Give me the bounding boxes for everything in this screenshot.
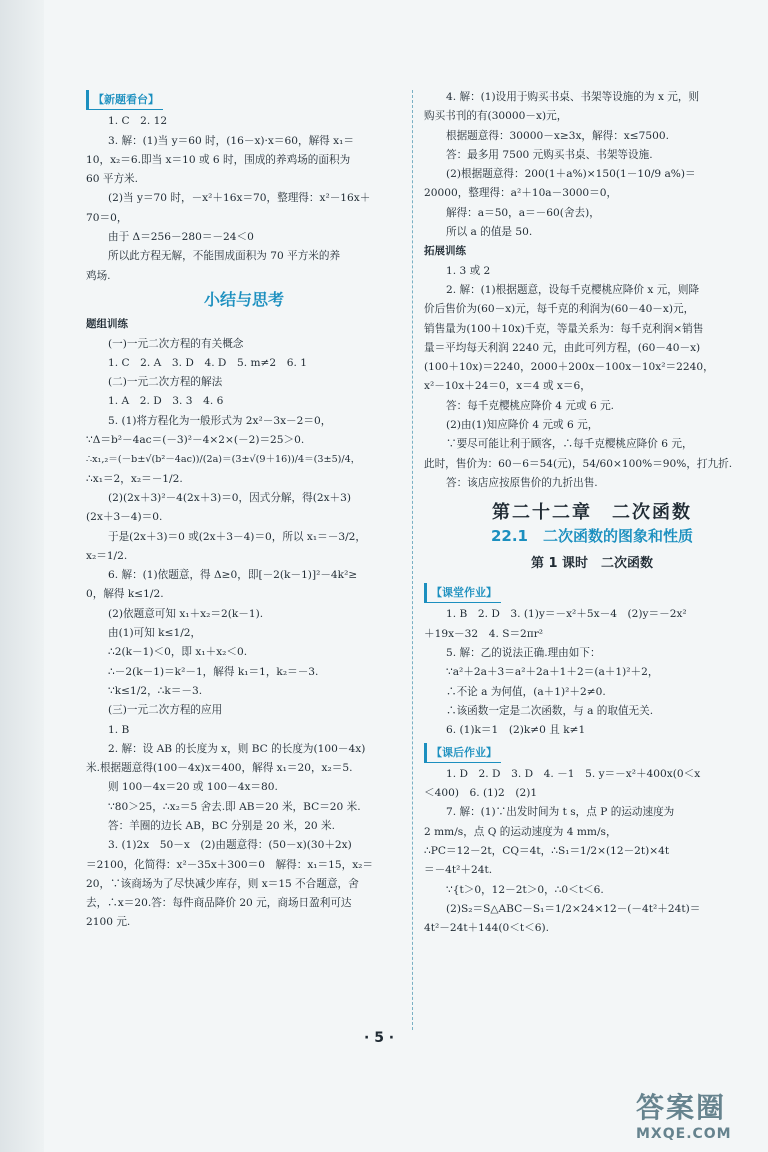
- text-line: ＋19x－32 4. S＝2πr²: [424, 627, 544, 640]
- text-line: 5. (1)将方程化为一般形式为 2x²－3x－2＝0，: [108, 414, 332, 427]
- binding-edge: [0, 0, 44, 1152]
- text-line: (100＋10x)＝2240，2000＋200x－100x－10x²＝2240，: [424, 361, 714, 374]
- text-line: 则 100－4x＝20 或 100－4x＝80.: [108, 781, 278, 794]
- watermark-text: 答案圈: [636, 1091, 727, 1124]
- text-line: 70＝0，: [86, 211, 128, 224]
- text-line: 根据题意得：30000－x≥3x，解得：x≤7500.: [446, 129, 669, 142]
- text-line: (2)根据题意得：200(1＋a%)×150(1－10/9 a%)＝: [446, 168, 696, 181]
- page-number: · 5 ·: [364, 1030, 395, 1046]
- text-line: 10，x₂＝6.即当 x＝10 或 6 时，围成的养鸡场的面积为: [86, 153, 351, 166]
- lesson-title: 第 1 课时 二次函数: [530, 555, 654, 571]
- text-line: 3. (1)2x 50－x (2)由题意得：(50－x)(30＋2x): [108, 839, 352, 852]
- formula-line: ∴x₁,₂＝(－b±√(b²－4ac))/(2a)＝(3±√(9＋16))/4＝(3±5)/4，: [86, 454, 361, 466]
- text-line: 3. 解：(1)当 y＝60 时，(16－x)·x＝60，解得 x₁＝: [108, 134, 354, 147]
- text-line: 去，∴x＝20.答：每件商品降价 20 元，商场日盈利可达: [86, 897, 352, 910]
- text-line: x₂＝1/2.: [86, 549, 128, 562]
- text-line: (2)(2x＋3)²－4(2x＋3)＝0，因式分解，得(2x＋3): [108, 491, 352, 504]
- text-line: 4t²－24t＋144(0＜t＜6).: [424, 922, 549, 935]
- text-line: (2)由(1)知应降价 4 元或 6 元，: [446, 419, 599, 432]
- section-title: 22.1 二次函数的图象和性质: [490, 526, 693, 545]
- text-line: ∴2(k－1)＜0，即 x₁＋x₂＜0.: [108, 646, 248, 659]
- text-line: 所以此方程无解，不能围成面积为 70 平方米的养: [108, 250, 341, 263]
- text-line: 1. B: [108, 723, 130, 736]
- text-line: 2100 元.: [86, 916, 131, 929]
- text-line: ∵80＞25，∴x₂＝5 舍去.即 AB＝20 米，BC＝20 米.: [108, 800, 361, 813]
- right-class-block: [424, 605, 760, 740]
- subheading-extension: 拓展训练: [424, 245, 466, 258]
- text-line: 2 mm/s，点 Q 的运动速度为 4 mm/s，: [424, 825, 617, 838]
- chapter-title: 第二十二章 二次函数: [492, 502, 692, 524]
- text-line: ∴－2(k－1)＝k²－1，解得 k₁＝1，k₂＝－3.: [108, 665, 319, 678]
- text-line: 销售量为(100＋10x)千克，等量关系为：每千克利润×销售: [424, 322, 704, 335]
- text-line: ＜400) 6. (1)2 (2)1: [424, 787, 538, 800]
- tag-class-homework: 【课堂作业】: [424, 583, 501, 603]
- text-line: (一)一元二次方程的有关概念: [108, 337, 244, 350]
- right-top-block: [424, 88, 760, 242]
- left-mid-block: [86, 335, 402, 933]
- text-line: 价后售价为(60－x)元，每千克的利润为(60－40－x)元，: [424, 303, 695, 316]
- text-line: (2x＋3－4)＝0.: [86, 511, 163, 524]
- text-line: (2)依题意可知 x₁＋x₂＝2(k－1).: [108, 607, 264, 620]
- text-line: 1. C 2. 12: [108, 115, 168, 128]
- tag-after-class-homework: 【课后作业】: [424, 743, 501, 763]
- text-line: ＝－4t²＋24t.: [424, 864, 493, 877]
- left-column: [86, 88, 402, 933]
- text-line: ＝2100，化简得：x²－35x＋300＝0 解得：x₁＝15，x₂＝: [86, 858, 374, 871]
- text-line: 2. 解：(1)根据题意，设每千克樱桃应降价 x 元，则降: [446, 283, 700, 296]
- text-line: 由于 Δ＝256－280＝－24＜0: [108, 231, 254, 244]
- text-line: 0，解得 k≤1/2.: [86, 588, 164, 601]
- text-line: 1. D 2. D 3. D 4. －1 5. y＝－x²＋400x(0＜x: [446, 767, 701, 780]
- text-line: 4. 解：(1)设用于购买书桌、书架等设施的为 x 元，则: [446, 91, 700, 103]
- text-line: 1. C 2. A 3. D 4. D 5. m≠2 6. 1: [108, 356, 307, 369]
- text-line: 答：最多用 7500 元购买书桌、书架等设施.: [446, 148, 653, 161]
- text-line: ∵要尽可能让利于顾客，∴每千克樱桃应降价 6 元，: [446, 438, 693, 451]
- text-line: 60 平方米.: [86, 173, 138, 186]
- text-line: 1. B 2. D 3. (1)y＝－x²＋5x－4 (2)y＝－2x²: [446, 608, 687, 621]
- text-line: 6. (1)k＝1 (2)k≠0 且 k≠1: [446, 724, 586, 737]
- text-line: 2. 解：设 AB 的长度为 x，则 BC 的长度为(100－4x): [108, 742, 366, 755]
- text-line: ∵a²＋2a＋3＝a²＋2a＋1＋2＝(a＋1)²＋2，: [446, 666, 659, 679]
- text-line: 由(1)可知 k≤1/2，: [108, 627, 202, 640]
- text-line: 所以 a 的值是 50.: [446, 226, 533, 239]
- text-line: 1. 3 或 2: [446, 264, 491, 277]
- text-line: 购买书刊的有(30000－x)元，: [424, 110, 568, 123]
- watermark-logo: [636, 1086, 764, 1148]
- watermark-url: MXQE.COM: [636, 1126, 732, 1142]
- text-line: ∵Δ＝b²－4ac＝(－3)²－4×2×(－2)＝25＞0.: [86, 434, 305, 447]
- section-summary-title: 小结与思考: [203, 289, 284, 309]
- right-after-block: [424, 765, 760, 939]
- text-line: 5. 解：乙的说法正确.理由如下：: [446, 647, 601, 660]
- left-top-block: [86, 112, 402, 286]
- text-line: 米.根据题意得(100－4x)x＝400，解得 x₁＝20，x₂＝5.: [86, 762, 353, 775]
- text-line: x²－10x＋24＝0，x＝4 或 x＝6，: [424, 380, 591, 393]
- text-line: 7. 解：(1)∵出发时间为 t s，点 P 的运动速度为: [446, 806, 675, 819]
- text-line: 解得：a＝50，a＝－60(舍去)，: [446, 206, 600, 219]
- text-line: 20，∵该商场为了尽快减少库存，则 x＝15 不合题意，舍: [86, 877, 359, 890]
- right-ext-block: [424, 262, 760, 494]
- column-divider: [412, 90, 413, 1030]
- text-line: 此时，售价为：60－6＝54(元)，54/60×100%＝90%，打九折.: [424, 457, 733, 470]
- text-line: 量＝平均每天利润 2240 元，由此可列方程，(60－40－x): [424, 341, 701, 354]
- tag-new-questions: 【新题看台】: [86, 90, 163, 110]
- text-line: 20000，整理得：a²＋10a－3000＝0，: [424, 187, 618, 200]
- text-line: 答：该店应按原售价的九折出售.: [446, 476, 598, 489]
- text-line: ∵k≤1/2，∴k＝－3.: [108, 684, 203, 697]
- subheading-training: 题组训练: [86, 318, 128, 331]
- text-line: ∴不论 a 为何值，(a＋1)²＋2≠0.: [446, 685, 606, 698]
- text-line: 于是(2x＋3)＝0 或(2x＋3－4)＝0，所以 x₁＝－3/2，: [108, 530, 366, 543]
- text-line: (2)当 y＝70 时，－x²＋16x＝70，整理得：x²－16x＋: [108, 192, 371, 205]
- text-line: (2)S₂＝S△ABC－S₁＝1/2×24×12－(－4t²＋24t)＝: [446, 902, 701, 915]
- text-line: 1. A 2. D 3. 3 4. 6: [108, 395, 224, 408]
- text-line: (二)一元二次方程的解法: [108, 376, 223, 389]
- text-line: 6. 解：(1)依题意，得 Δ≥0，即[－2(k－1)]²－4k²≥: [108, 569, 358, 582]
- right-column: [424, 88, 760, 938]
- text-line: 答：羊圈的边长 AB，BC 分别是 20 米，20 米.: [108, 819, 335, 832]
- text-line: ∵{t＞0，12－2t＞0，∴0＜t＜6.: [446, 883, 604, 896]
- text-line: ∴该函数一定是二次函数，与 a 的取值无关.: [446, 704, 654, 717]
- text-line: (三)一元二次方程的应用: [108, 704, 223, 717]
- text-line: ∴x₁＝2，x₂＝－1/2.: [86, 472, 183, 485]
- text-line: ∴PC＝12－2t，CQ＝4t，∴S₁＝1/2×(12－2t)×4t: [424, 844, 670, 857]
- text-line: 答：每千克樱桃应降价 4 元或 6 元.: [446, 399, 615, 412]
- text-line: 鸡场.: [86, 269, 111, 282]
